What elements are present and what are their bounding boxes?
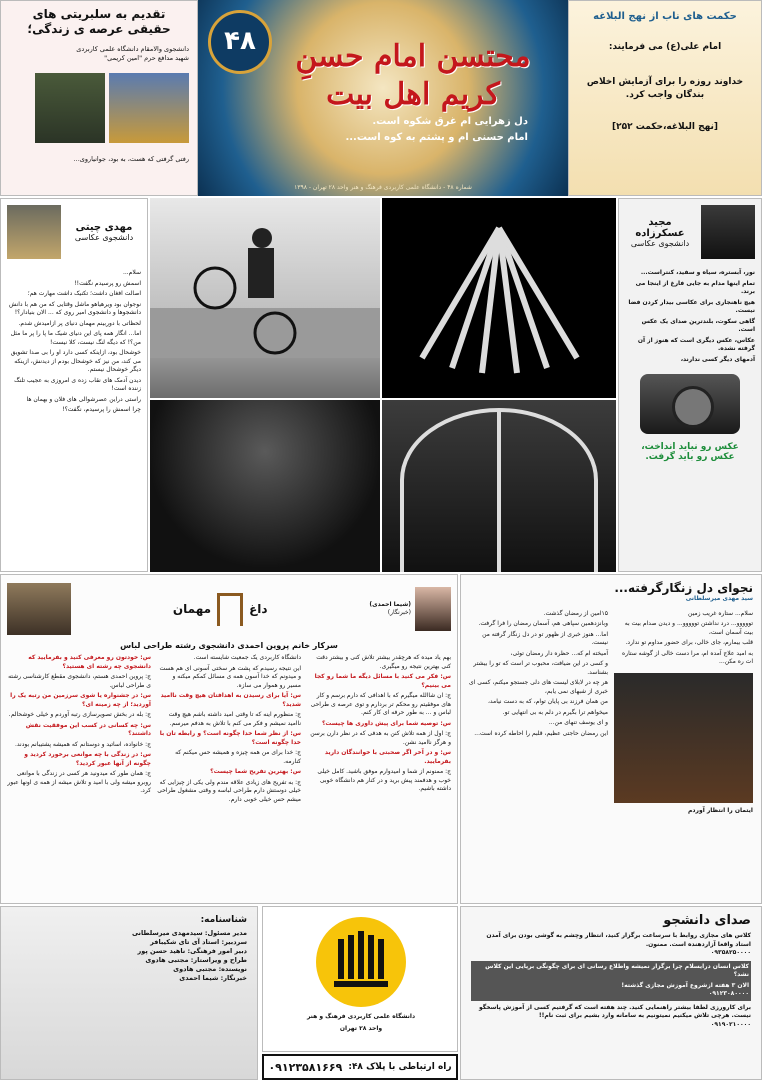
light-rays-graphic	[382, 198, 616, 398]
chair-icon	[217, 593, 243, 626]
guest-question: س: بهترین تفریح شما چیست؟	[210, 768, 301, 775]
guest-question: س: از نظر شما خدا چگونه است؟ و رابطه تان با خدا چگونه است؟	[159, 730, 301, 746]
photographer-right-body	[625, 269, 755, 364]
photographer-left-body	[7, 269, 141, 415]
reporter-avatar	[415, 587, 451, 631]
guest-question: س: در زندگی با چه موانعی برخورد کردید و چگونه از آنها عبور کردید؟	[24, 751, 151, 767]
reporter-name: (شیما احمدی)	[369, 600, 411, 608]
najva-title: نجوای دل زنگارگرفته...	[614, 581, 753, 595]
photographer-left-paragraph: چرا اسمش را پرسیدم، نگفت؟!	[62, 406, 141, 413]
najva-sign: ایتمان را انتظار آوردم	[688, 806, 753, 814]
header-meta-line: شماره ۴۸ - دانشگاه علمی کاربردی فرهنگ و هنر واحد ۲۸ تهران - ۱۳۹۸	[294, 183, 472, 191]
guest-column-middle	[157, 654, 301, 806]
sedaye-paragraph: الان ۳ هفته ازشروع آموزش مجازی گذشته!	[471, 982, 751, 991]
hekmat-subtitle: امام علی(ع) می فرمایند:	[608, 42, 722, 52]
najva-paragraph: تووووو... درد نداشتن تووووو... و دیدن صدام بیت به بیت آسمان است،	[624, 620, 753, 636]
guest-question: س: فکر می کنید با مسائل دیگه ما شما رو کجا می بینیم؟	[314, 673, 451, 689]
photographer-left-name: مهدی چیتی	[75, 222, 133, 233]
university-logo-line-1: دانشگاه علمی کاربردی فرهنگ و هنر	[306, 1013, 416, 1020]
hekmat-title: حکمت های ناب از نهج البلاغه	[593, 11, 737, 22]
university-logo-panel	[262, 906, 458, 1052]
photographer-right-panel	[618, 198, 762, 572]
guest-label-pre: مهمان	[172, 602, 212, 616]
shrine-photo	[109, 73, 189, 143]
najva-plaque-photo	[614, 673, 753, 803]
tribute-caption: رفتی گرفتی که هست، به بود، جوانیاروی...	[73, 155, 189, 163]
guest-photo	[7, 583, 71, 635]
staff-line: طراح و ویراستار: مجتبی هادوی	[145, 956, 247, 964]
guest-answer: ج: بله در بخش تصویرسازی رتبه آوردم و خیلی خوشحالم.	[8, 711, 151, 718]
najva-paragraph: میخواهم ترا بگیرم در دلم به بی انتهایی تو.	[502, 708, 608, 716]
guest-answer: ج: به تفریح های زیادی علاقه مندم ولی یکی از چیزایی که خیلی دوستش دارم طراحی لباسه و وقتی مشغول طراحی میشم حس خیلی خوبی دارم.	[157, 778, 301, 803]
guest-answer: این نتیجه رسیدم که پشت هر سختی آسونی ای هم هست و میدونم که خدا آسون همه ی مسائل کمکم میکنه و مسیر رو هموار می سازه.	[159, 664, 301, 689]
photographer-left-avatar	[7, 205, 61, 259]
photographer-right-paragraph: تمام اینها مدام به جایی فارغ از اینجا می برند.	[635, 279, 755, 295]
tribute-panel	[0, 0, 198, 196]
najva-paragraph: و ای یوسف تنهای من...	[548, 719, 608, 726]
najva-author: سید مهدی میرسلطانی	[685, 595, 753, 602]
guest-answer: ج: پروین احمدی هستم، دانشجوی مقطع کارشناسی رشته ی طراحی لباس.	[8, 673, 151, 689]
guest-subtitle: سرکار خانم پروین احمدی دانشجوی رشته طراحی لباس	[120, 641, 338, 650]
photographer-right-paragraph: هیچ ناهنجاری برای عکاسی بیدار کردن فضا نیست.	[628, 298, 755, 314]
najva-paragraph: ۱۵امین از رمضان گذشت.	[543, 609, 608, 617]
najva-panel	[460, 574, 762, 904]
photographer-right-name: مجید عسکرزاده	[635, 216, 685, 239]
photographer-right-paragraph: آدمهای دیگر کسی ندارند،	[680, 355, 755, 363]
photographer-left-paragraph: سلام...	[122, 269, 141, 276]
photographer-right-caption-2: عکس رو باید گرفت.	[645, 452, 735, 462]
najva-paragraph: من همان فرزند بی پایان توام، که به دست نیامد،	[487, 698, 608, 705]
photo-bmx-rider	[150, 198, 380, 398]
guest-label-post: داغ	[249, 602, 268, 616]
photographer-left-paragraph: اصالت افغان داشت؛ تکنیک داشت مهارت هم؛	[27, 290, 141, 297]
guest-column-left	[307, 654, 451, 806]
tribute-text-2: شهید مدافع حرم "امین کریمی"	[104, 54, 189, 62]
photographer-left-paragraph: اما... انگار همه پای این دنیای شیک ما پا را پر ما مثل من؟! که دیگه لنگ نیست، کلا نیست!	[10, 330, 141, 346]
najva-paragraph: و کسی در این ضیافت، محبوب تر است که تو را بیشتر بشناسد.	[473, 660, 608, 676]
guest-answer: ج: خدا برای من همه چیزه و همیشه حس میکنم که کنارمه.	[175, 749, 301, 765]
university-logo-line-2: واحد ۲۸ تهران	[339, 1025, 383, 1032]
najva-paragraph: آمیخته ام که... حظره دار رمضان توئی،	[510, 649, 608, 657]
photographer-left-paragraph: لحظاتی با دوربینم مهمان دنیای پر ازامیدش شدم.	[18, 319, 141, 327]
guest-answer: ج: ممنونم از شما و امیدوارم موفق باشید. کامل خیلی خوب و هدفمند پیش برید و در کنار هم دانشگاه خوبی داشته باشیم.	[317, 768, 451, 792]
najva-paragraph: هر چه در لابلای لیست های دلی جستجو میکنم، کسی ای خبری از شبهای نمی یابم،	[469, 679, 608, 695]
hekmat-text: خداوند روزه را برای آزمایش اخلاص بندگان واجب کرد.	[586, 77, 744, 100]
header-quote-1: دل زهرایی ام غرق شکوه است.	[372, 116, 528, 127]
najva-paragraph: قلب بیمارم، جای خالی، برای حضور مداوم تو ندارد.	[625, 639, 753, 646]
staff-panel	[0, 906, 258, 1080]
tribute-photos	[9, 73, 189, 143]
guest-answer: ج: منظورم اینه که تا وقتی امید داشته باشم هیچ وقت ناامید نمیشم و فکر می کنم با تلاش به هدفم میرسم.	[168, 711, 301, 727]
photographer-left-paragraph: اسمش رو پرسیدم نگفت!!	[74, 279, 141, 287]
photo-window-grille	[382, 400, 616, 572]
sedaye-phone: ۰۹۳۵۸۲۵۰۰۰۰	[710, 949, 751, 956]
header-title: محتسن امام حسنِ کریم اهل بیت	[295, 39, 531, 112]
guest-answer: ج: خانواده، اساتید و دوستانم که همیشه پشتیبانم بودند.	[14, 740, 151, 748]
photographer-left-paragraph: نوجوان بود ویرهیاهو ماشل وقتایی که من هم با دانش دانشجوها و دانشجوی امیر روی که ... الان بنیادار؟!	[8, 300, 141, 316]
photographer-left-paragraph: راستی دراین عصرشوالی های فلان و بهمان ها	[26, 395, 141, 403]
najva-paragraph: به امید علاج آمده ام، مرا دست خالی از گوشه ستاره ات ره مکن...	[622, 649, 753, 665]
staff-line: نویسنده: مجتبی هادوی	[173, 965, 247, 973]
university-logo-emblem	[316, 917, 406, 1007]
guest-question: س: توصیه شما برای پیش داوری ها چیست؟	[321, 719, 451, 727]
sedaye-paragraph: کلاس انسان درایسلام چرا برگزار نمیشه واطلاع رسانی ای برای چگونگی برپایی این کلاس نشد؟	[471, 961, 751, 982]
photographer-right-role: دانشجوی عکاسی	[630, 238, 690, 248]
staff-line: سردبیر: استاد آی تای شکیبافر	[150, 938, 247, 946]
hekmat-source: [نهج البلاغه،حکمت ۲۵۲]	[611, 122, 719, 132]
guest-answer: ج: اول از همه تلاش کنن به هدفی که در نظر دارن برسن و هرگز ناامید نشن.	[310, 730, 451, 746]
staff-line: مدیر مسئول: سیدمهدی میرسلطانی	[131, 929, 247, 937]
tribute-title: تقدیم به سلبریتی های	[32, 7, 166, 21]
bmx-rider-silhouette	[150, 198, 380, 398]
najva-paragraph: وبانزدهمین سپاهی هم، آسمان رمضان را فرا گرفت.	[478, 620, 608, 627]
guest-column-right	[7, 654, 151, 806]
guest-question: س: در جشنواره یا شوی سرزمین من رتبه یک را آوردید؛ از چه زمینه ای؟	[10, 692, 151, 708]
hekmat-panel	[568, 0, 762, 196]
contact-bar	[262, 1054, 458, 1080]
najva-paragraph: این رمضان حاجتی عظیم، قلبم را احاطه کرده است...	[474, 729, 608, 737]
photographer-right-paragraph: گاهی سکوت، بلندترین صدای یک عکس است.	[641, 317, 755, 333]
sedaye-paragraph: کلاس های مجازی روابط با سرساعت برگزار کنید، انتظار وچشم به گوشی بودن برای آمدن استاد واقعا آزاردهنده است. ممنون.	[486, 932, 751, 948]
photographer-left-paragraph: دیدن آدمک های نقاب زده ی امروزی به عجیب تلنگ زننده است!	[14, 376, 141, 392]
photo-light-rays	[382, 198, 616, 398]
sedaye-title: صدای دانشجو	[663, 913, 751, 928]
staff-line: دبیر امور فرهنگی: ناهید حسن پور	[137, 947, 247, 955]
sedaye-phone: ۰۹۱۹۰۲۱۰۰۰۰	[710, 1020, 751, 1028]
sedaye-daneshjoo-panel	[460, 906, 762, 1080]
window-grille-graphic	[382, 400, 616, 572]
martyr-photo	[35, 73, 105, 143]
logo-pillars-icon	[316, 917, 406, 1007]
contact-label: راه ارتباطی با پلاک ۴۸:	[348, 1062, 452, 1072]
najva-paragraph: اما... هنوز خبری از ظهور تو در دل زنگار گرفته من نیست.	[482, 630, 608, 646]
staff-line: خبرنگار: شیما احمدی	[179, 974, 247, 982]
sedaye-paragraph: برای کارورزی لطفا بیشتر راهنمایی کنید. چند هفته است که گرفتیم کسی از آموزش پاسخگو نیست. هرچی تلاش میکنیم نمیتونیم به سامانه وارد بشیم برای ثبت نام!!	[478, 1003, 751, 1019]
sedaye-phone: ۰۹۱۲۳۰۸۰۰۰۰	[471, 990, 751, 1001]
header-quote-2: امام حسنی ام و پشتم به کوه است...	[345, 132, 528, 143]
najva-column-left	[614, 610, 753, 816]
contact-phone: ۰۹۱۲۳۵۸۱۶۶۹	[268, 1060, 343, 1074]
photographer-left-paragraph: خوشحال بود، ازاینکه کسی دارد او را بی صدا تشویق می کند، من نیز که خوشحال بودم از دیدنش، ازینکه دیگر خوشحال نیستم.	[10, 349, 141, 373]
photographer-right-paragraph: نور، آبستره، سیاه و سفید، کنتراست...	[640, 269, 755, 276]
guest-answer: ج: همان طور که میدونید هر کسی در زندگی با موانعی روبرو میشه ولی با امید و تلاش میشه از همه ی اونها عبور کرد.	[7, 770, 151, 794]
guest-answer: بهم یاد میده که هرچقدر بیشتر تلاش کنی و بیشتر دقت کنی بهترین نتیجه رو میگیری.	[316, 654, 451, 670]
photographer-right-paragraph: عکاس، عکس دیگری است که هنوز از آن گرفته نشده.	[637, 336, 755, 352]
guest-question: س: چه کسانی در کسب این موفقیت نقش داشتند؟	[25, 721, 151, 737]
photo-boys-shadow	[150, 400, 380, 572]
photographer-right-caption-1: عکس رو نباید انداخت،	[641, 442, 739, 452]
guest-answer: ج: ان شاالله میگیرم که با اهدافی که دارم برسم و کار های موفقیتم رو محکم تر بردارم و توی عرصه ی طراحی لباس و ... به طور حرفه ای کار کنم.	[310, 692, 451, 716]
guest-question: س: خودتون رو معرفی کنید و بفرمایید که دانشجوی چه رشته ای هستید؟	[28, 654, 151, 670]
camera-illustration	[640, 374, 740, 434]
issue-number-badge: ۴۸	[208, 10, 272, 74]
issue-header-banner	[198, 0, 568, 196]
photographer-left-panel	[0, 198, 148, 572]
guest-answer: دانشگاه کاربردی یک جمعیت شایسته است.	[193, 654, 301, 661]
tribute-title-2: حقیقی عرصه ی زندگی؛	[27, 22, 171, 36]
reporter-role: (خبرنگار)	[387, 609, 411, 616]
photographer-right-avatar	[701, 205, 755, 259]
staff-heading: شناسنامه:	[200, 915, 247, 925]
najva-column-right	[469, 610, 608, 816]
guest-interview-panel	[0, 574, 458, 904]
tribute-text: دانشجوی والامقام دانشگاه علمی کاربردی	[76, 45, 189, 53]
guest-question: س: و در آخر اگر صحبتی با خوانندگان دارید بفرمایید.	[324, 749, 451, 765]
photographer-left-role: دانشجوی عکاسی	[74, 233, 134, 242]
guest-question: س: آیا برای رسیدن به اهدافتان هیچ وقت ناامید شدید؟	[160, 692, 301, 708]
najva-paragraph: سلام... ستاره غریب زمین	[688, 609, 753, 617]
